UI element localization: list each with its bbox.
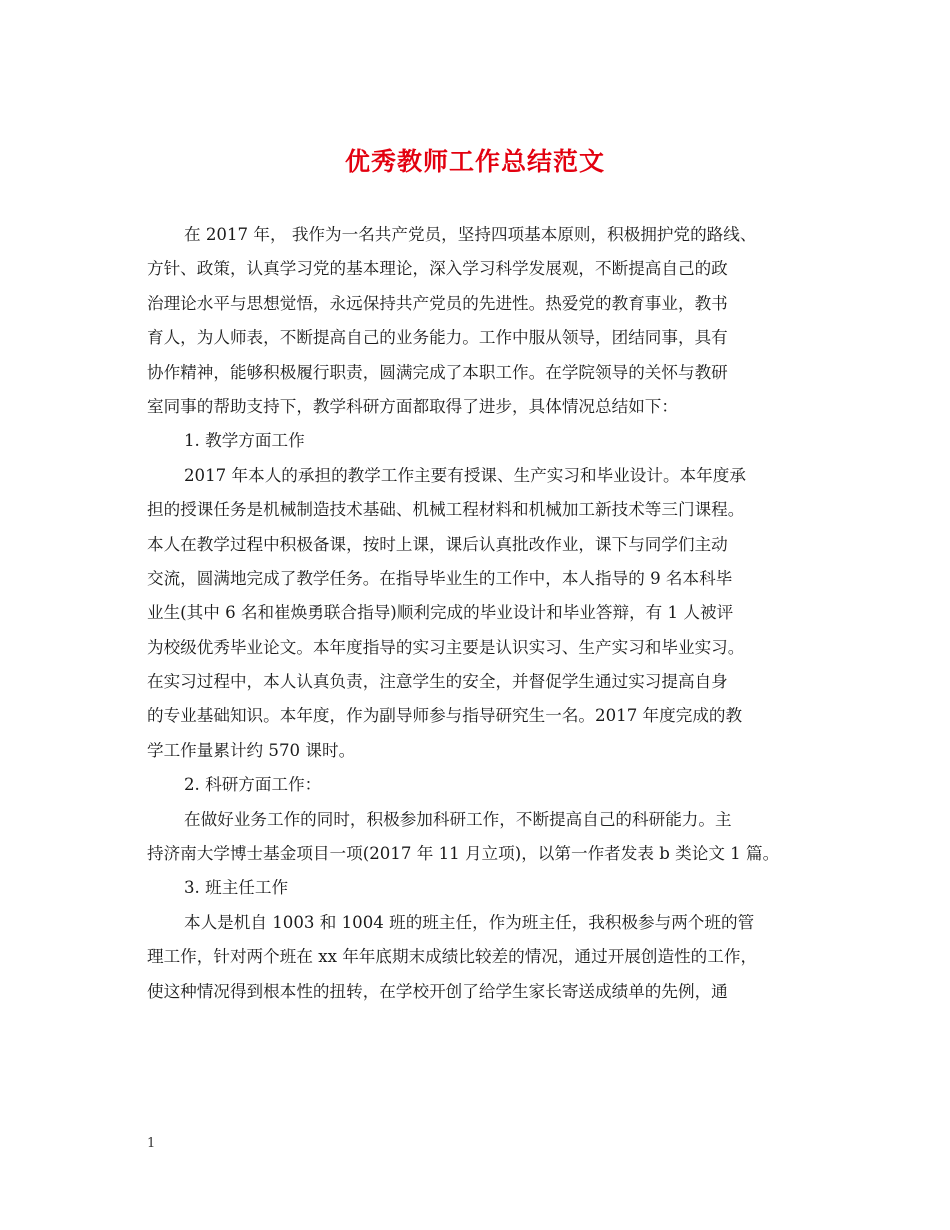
section-heading: 1. 教学方面工作: [184, 431, 305, 451]
paragraph-line: 治理论水平与思想觉悟，永远保持共产党员的先进性。热爱党的教育事业，教书: [147, 293, 728, 313]
paragraph-line: 业生(其中 6 名和崔焕勇联合指导)顺利完成的毕业设计和毕业答辩，有 1 人被评: [147, 603, 734, 623]
document-body: [147, 218, 817, 1009]
paragraph-line: 育人，为人师表，不断提高自己的业务能力。工作中服从领导，团结同事，具有: [147, 328, 728, 348]
paragraph-line: 持济南大学博士基金项目一项(2017 年 11 月立项)，以第一作者发表 b 类论文 1 篇。: [147, 844, 780, 864]
paragraph-line: 方针、政策，认真学习党的基本理论，深入学习科学发展观，不断提高自己的政: [147, 259, 728, 279]
paragraph-line: 协作精神，能够积极履行职责，圆满完成了本职工作。在学院领导的关怀与教研: [147, 362, 728, 382]
paragraph-line: 的专业基础知识。本年度，作为副导师参与指导研究生一名。2017 年度完成的教: [147, 706, 743, 726]
page-number: 1: [147, 1136, 156, 1151]
paragraph-line: 本人是机自 1003 和 1004 班的班主任，作为班主任，我积极参与两个班的管: [184, 912, 755, 932]
section-heading: 2. 科研方面工作：: [184, 775, 322, 795]
paragraph-line: 在做好业务工作的同时，积极参加科研工作，不断提高自己的科研能力。主: [184, 809, 732, 829]
section-heading: 3. 班主任工作: [184, 878, 289, 898]
paragraph-line: 担的授课任务是机械制造技术基础、机械工程材料和机械加工新技术等三门课程。: [147, 500, 745, 520]
paragraph-line: 室同事的帮助支持下，教学科研方面都取得了进步，具体情况总结如下：: [147, 396, 678, 416]
paragraph-line: 理工作，针对两个班在 xx 年年底期末成绩比较差的情况，通过开展创造性的工作，: [147, 947, 758, 967]
paragraph-line: 为校级优秀毕业论文。本年度指导的实习主要是认识实习、生产实习和毕业实习。: [147, 637, 745, 657]
paragraph-line: 本人在教学过程中积极备课，按时上课，课后认真批改作业，课下与同学们主动: [147, 534, 728, 554]
paragraph-line: 使这种情况得到根本性的扭转，在学校开创了给学生家长寄送成绩单的先例，通: [147, 981, 728, 1001]
document-title: 优秀教师工作总结范文: [344, 147, 605, 176]
paragraph-line: 在实习过程中，本人认真负责，注意学生的安全，并督促学生通过实习提高自身: [147, 672, 728, 692]
paragraph-line: 2017 年本人的承担的教学工作主要有授课、生产实习和毕业设计。本年度承: [184, 465, 746, 485]
paragraph-line: 学工作量累计约 570 课时。: [147, 740, 356, 760]
paragraph-line: 在 2017 年， 我作为一名共产党员，坚持四项基本原则，积极拥护党的路线、: [184, 225, 757, 244]
paragraph-line: 交流，圆满地完成了教学任务。在指导毕业生的工作中，本人指导的 9 名本科毕: [147, 568, 733, 588]
